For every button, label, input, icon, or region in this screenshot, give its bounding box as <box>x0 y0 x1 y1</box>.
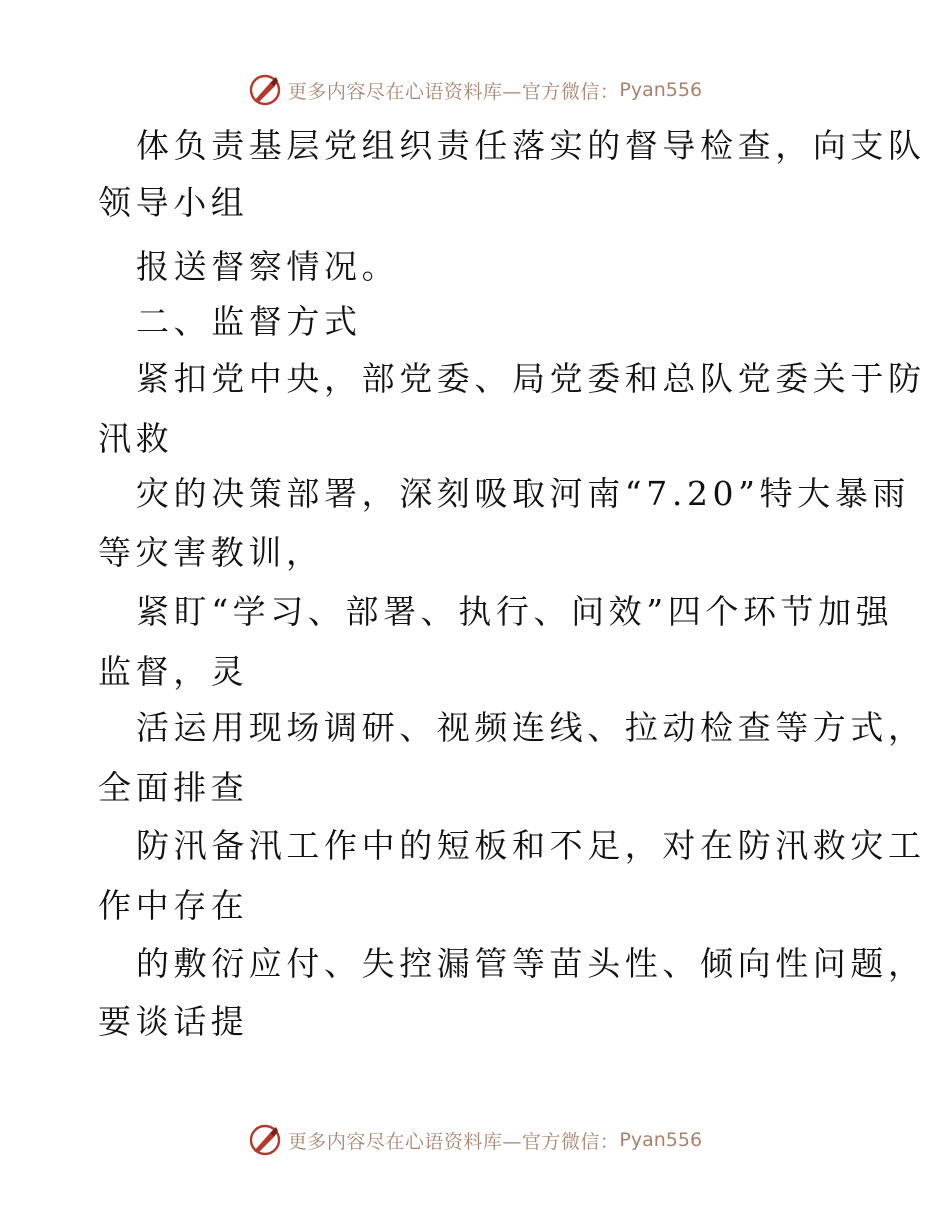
paragraph-line: 作中存在 <box>98 886 249 925</box>
paragraph-line: 报送督察情况。 <box>136 247 400 286</box>
pen-logo-icon <box>248 1123 282 1157</box>
paragraph-line: 监督，灵 <box>98 652 249 691</box>
paragraph-line: 体负责基层党组织责任落实的督导检查，向支队 <box>136 126 926 165</box>
paragraph-line: 全面排查 <box>98 768 249 807</box>
paragraph-line: 等灾害教训， <box>98 533 324 572</box>
paragraph-line: 灾的决策部署，深刻吸取河南“7.20”特大暴雨 <box>136 474 911 513</box>
watermark-text: 更多内容尽在心语资料库—官方微信： <box>287 1130 620 1153</box>
watermark-header <box>0 70 950 110</box>
paragraph-line: 紧扣党中央，部党委、局党委和总队党委关于防 <box>136 359 926 398</box>
paragraph-line: 汛救 <box>98 419 174 458</box>
paragraph-line: 的敷衍应付、失控漏管等苗头性、倾向性问题， <box>136 944 926 983</box>
watermark-text: 更多内容尽在心语资料库—官方微信： <box>287 80 620 103</box>
watermark-wechat-id: Pyan556 <box>619 1129 703 1151</box>
paragraph-line: 防汛备汛工作中的短板和不足，对在防汛救灾工 <box>136 826 926 865</box>
paragraph-line: 紧盯“学习、部署、执行、问效”四个环节加强 <box>136 592 894 631</box>
paragraph-line: 活运用现场调研、视频连线、拉动检查等方式， <box>136 708 926 747</box>
watermark-wechat-id: Pyan556 <box>619 79 703 101</box>
paragraph-line: 领导小组 <box>98 183 249 222</box>
paragraph-line: 要谈话提 <box>98 1002 249 1041</box>
pen-logo-icon <box>248 73 282 107</box>
watermark-footer <box>0 1120 950 1160</box>
section-heading: 二、监督方式 <box>136 302 362 341</box>
